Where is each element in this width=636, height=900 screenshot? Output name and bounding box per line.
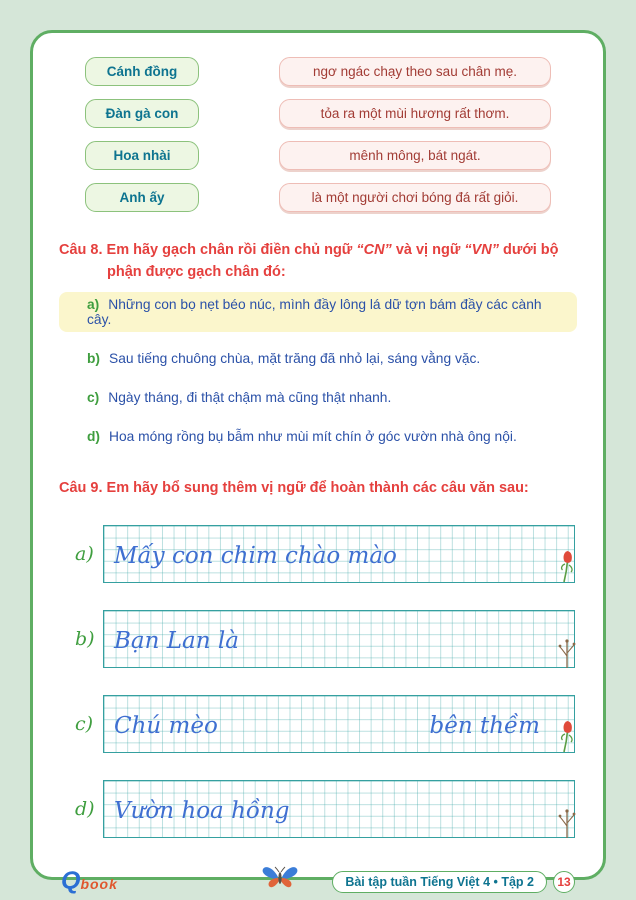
logo-text: book bbox=[80, 876, 118, 893]
tulip-flower-icon bbox=[555, 549, 579, 590]
handwriting-text: Bạn Lan là bbox=[114, 628, 239, 655]
footer-right bbox=[332, 871, 575, 893]
matching-left-label: Anh ấy bbox=[119, 190, 165, 205]
question8-items bbox=[59, 292, 577, 463]
page-footer bbox=[59, 865, 577, 896]
item-letter: b) bbox=[87, 350, 101, 366]
worksheet-card bbox=[30, 30, 606, 896]
question9-header bbox=[59, 477, 577, 499]
row-letter: b) bbox=[75, 628, 95, 651]
question9-number: Câu 9. bbox=[59, 479, 103, 496]
butterfly-icon bbox=[261, 865, 299, 894]
writing-row-a bbox=[59, 525, 577, 583]
item-sentence: Hoa móng rồng bụ bẫm như mùi mít chín ở góc vườn nhà ông nội. bbox=[109, 428, 517, 444]
book-series-label: Bài tập tuần Tiếng Việt 4 • Tập 2 bbox=[332, 871, 547, 893]
writing-row-b bbox=[59, 610, 577, 668]
writing-grid[interactable] bbox=[103, 695, 575, 753]
matching-right-label: là một người chơi bóng đá rất giỏi. bbox=[311, 190, 519, 205]
handwriting-text: Vườn hoa hồng bbox=[114, 798, 290, 825]
question8-item-c bbox=[59, 385, 577, 410]
handwriting-text: Chú mèo bbox=[114, 713, 218, 740]
page-number: 13 bbox=[553, 871, 575, 893]
question8-text-1: Em hãy gạch chân rồi điền chủ ngữ bbox=[102, 242, 357, 258]
matching-left-box[interactable] bbox=[85, 183, 199, 212]
writing-grid[interactable] bbox=[103, 780, 575, 838]
twig-plant-icon bbox=[555, 634, 579, 675]
writing-row-d bbox=[59, 780, 577, 838]
twig-plant-icon bbox=[555, 804, 579, 845]
matching-right-label: ngơ ngác chạy theo sau chân mẹ. bbox=[313, 64, 517, 79]
matching-left-label: Đàn gà con bbox=[105, 106, 179, 121]
matching-right-box[interactable] bbox=[279, 141, 551, 170]
question8-vn: “VN” bbox=[464, 242, 500, 258]
writing-grid[interactable] bbox=[103, 525, 575, 583]
item-sentence: Sau tiếng chuông chùa, mặt trăng đã nhỏ lại, sáng vằng vặc. bbox=[109, 350, 481, 366]
question8-item-d bbox=[59, 424, 577, 449]
handwriting-text: bên thềm bbox=[429, 713, 540, 740]
matching-right-box[interactable] bbox=[279, 183, 551, 212]
question8-item-a bbox=[59, 292, 577, 332]
matching-right-label: tỏa ra một mùi hương rất thơm. bbox=[320, 106, 510, 121]
matching-row bbox=[59, 183, 577, 212]
qbook-logo bbox=[61, 869, 118, 894]
writing-row-c bbox=[59, 695, 577, 753]
tulip-flower-icon bbox=[555, 719, 579, 760]
matching-exercise bbox=[59, 57, 577, 225]
matching-left-label: Cánh đồng bbox=[106, 64, 178, 79]
matching-row bbox=[59, 57, 577, 86]
matching-left-label: Hoa nhài bbox=[113, 148, 171, 163]
question9-writing-rows bbox=[59, 507, 577, 865]
writing-grid[interactable] bbox=[103, 610, 575, 668]
question8-cn: “CN” bbox=[356, 242, 392, 258]
question8-number: Câu 8. bbox=[59, 242, 103, 258]
logo-letter-q: Q bbox=[61, 867, 81, 896]
handwriting-text: Mấy con chim chào mào bbox=[114, 543, 397, 570]
row-letter: c) bbox=[75, 713, 94, 736]
question8-header bbox=[59, 239, 577, 284]
matching-right-box[interactable] bbox=[279, 57, 551, 86]
row-letter: d) bbox=[75, 798, 95, 821]
row-letter: a) bbox=[75, 543, 94, 566]
item-letter: d) bbox=[87, 428, 101, 444]
matching-left-box[interactable] bbox=[85, 99, 199, 128]
item-letter: a) bbox=[87, 296, 100, 312]
question8-item-b bbox=[59, 346, 577, 371]
question9-text: Em hãy bổ sung thêm vị ngữ để hoàn thành các câu văn sau: bbox=[102, 479, 529, 496]
matching-right-label: mênh mông, bát ngát. bbox=[349, 148, 481, 163]
question8-text-2: và vị ngữ bbox=[391, 242, 465, 258]
matching-right-box[interactable] bbox=[279, 99, 551, 128]
question8-text-3: dưới bộ phận được gạch chân đó: bbox=[107, 242, 559, 281]
item-letter: c) bbox=[87, 389, 100, 405]
matching-left-box[interactable] bbox=[85, 141, 199, 170]
matching-row bbox=[59, 99, 577, 128]
item-sentence: Ngày tháng, đi thật chậm mà cũng thật nhanh. bbox=[108, 389, 392, 405]
matching-row bbox=[59, 141, 577, 170]
item-sentence: Những con bọ nẹt béo núc, mình đầy lông lá dữ tợn bám đầy các cành cây. bbox=[87, 296, 542, 327]
matching-left-box[interactable] bbox=[85, 57, 199, 86]
